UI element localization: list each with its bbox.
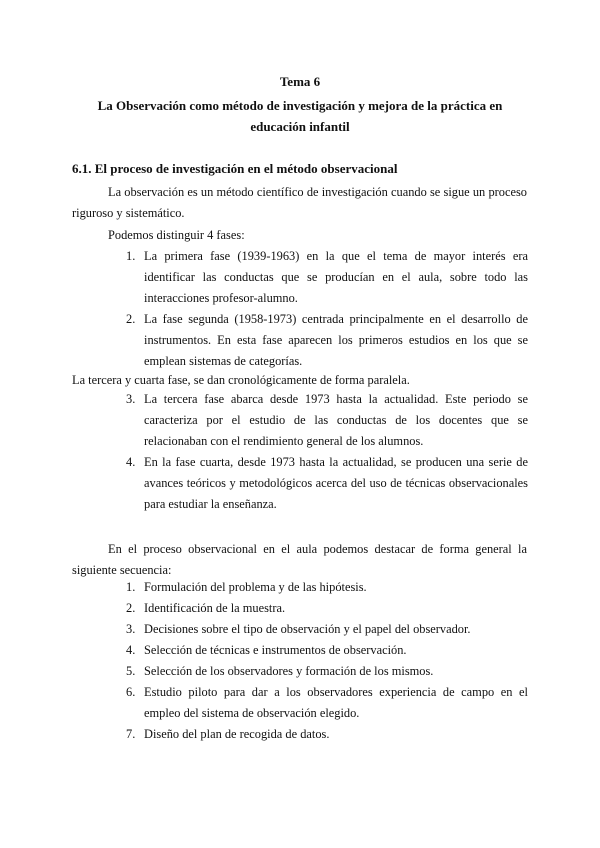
sequence-list [126, 577, 528, 745]
phases-intro: Podemos distinguir 4 fases: [108, 228, 245, 242]
list-item-number: 6. [126, 685, 136, 699]
list-item-text: Diseño del plan de recogida de datos. [144, 727, 330, 741]
list-item-number: 4. [126, 455, 136, 469]
list-item [126, 452, 528, 515]
list-item-number: 2. [126, 312, 136, 326]
list-item [126, 598, 528, 619]
list-item-text: La tercera fase abarca desde 1973 hasta la actualidad. Este periodo se caracteriza por el estudio de las conductas de los docentes que se relacionaban con el rendimiento general de los alumnos. [144, 392, 528, 448]
list-item-number: 7. [126, 727, 136, 741]
list-item-text: Decisiones sobre el tipo de observación y el papel del observador. [144, 622, 471, 636]
section-heading: 6.1. El proceso de investigación en el método observacional [72, 161, 398, 176]
list-item [126, 389, 528, 452]
intro-paragraph: La observación es un método científico de investigación cuando se sigue un proceso riguroso y sistemático. [72, 185, 527, 220]
third-fourth-intro: La tercera y cuarta fase, se dan cronológicamente de forma paralela. [72, 373, 410, 387]
document-title-line-1: La Observación como método de investigación y mejora de la práctica en [97, 98, 503, 113]
list-item [126, 309, 528, 372]
list-item-text: Estudio piloto para dar a los observadores experiencia de campo en el empleo del sistema de observación elegido. [144, 685, 528, 720]
list-item [126, 682, 528, 724]
list-item-number: 4. [126, 643, 136, 657]
phases-list-b [126, 389, 528, 515]
tema-label: Tema 6 [279, 74, 321, 89]
list-item [126, 246, 528, 309]
list-item-number: 3. [126, 622, 136, 636]
list-item-text: Selección de técnicas e instrumentos de observación. [144, 643, 407, 657]
list-item-number: 3. [126, 392, 136, 406]
list-item [126, 640, 528, 661]
list-item-text: Formulación del problema y de las hipótesis. [144, 580, 367, 594]
list-item-number: 1. [126, 249, 136, 263]
list-item-text: La fase segunda (1958-1973) centrada principalmente en el desarrollo de instrumentos. En esta fase aparecen los primeros estudios en los que se emplean sistemas de categorías. [144, 312, 528, 368]
list-item-text: Identificación de la muestra. [144, 601, 286, 615]
list-item-number: 1. [126, 580, 136, 594]
list-item-number: 2. [126, 601, 136, 615]
list-item-text: Selección de los observadores y formación de los mismos. [144, 664, 434, 678]
document-title-line-2: educación infantil [250, 119, 350, 134]
phases-list-a [126, 246, 528, 372]
list-item [126, 577, 528, 598]
list-item [126, 724, 528, 745]
list-item-text: La primera fase (1939-1963) en la que el tema de mayor interés era identificar las conductas que se producían en el aula, sobre todo las interacciones profesor-alumno. [144, 249, 528, 305]
list-item [126, 619, 528, 640]
list-item-number: 5. [126, 664, 136, 678]
list-item [126, 661, 528, 682]
sequence-intro: En el proceso observacional en el aula podemos destacar de forma general la siguiente secuencia: [72, 542, 527, 577]
list-item-text: En la fase cuarta, desde 1973 hasta la actualidad, se producen una serie de avances teóricos y metodológicos acerca del uso de técnicas observacionales para estudiar la enseñanza. [144, 455, 528, 511]
